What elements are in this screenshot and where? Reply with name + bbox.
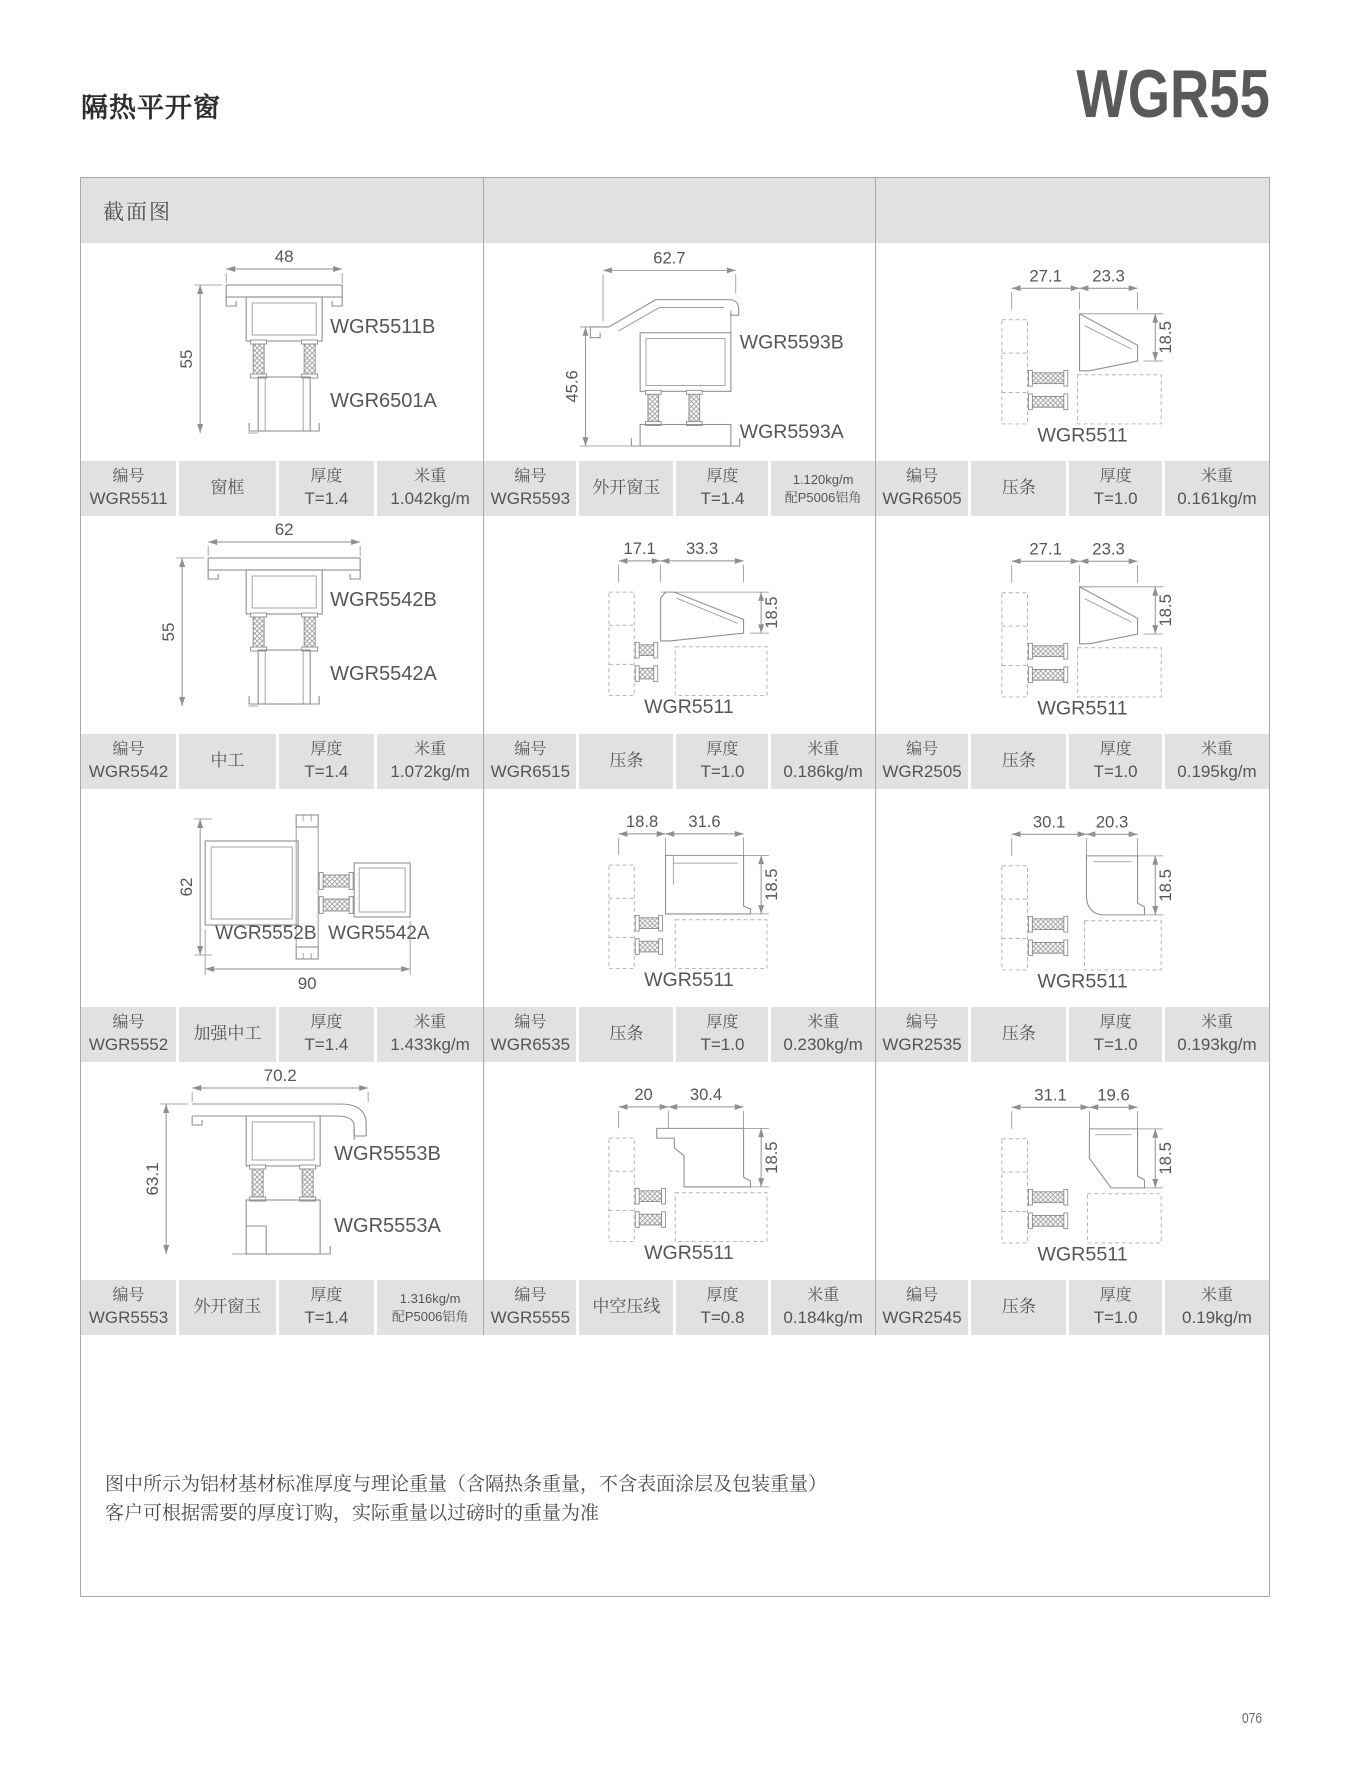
- spec-name-cell: 压条: [971, 1280, 1066, 1335]
- spec-code-cell: 编号 WGR5553: [81, 1280, 176, 1335]
- spec-name-cell: 外开窗玉: [579, 461, 673, 516]
- diagram-row: [81, 789, 1269, 1007]
- svg-text:23.3: 23.3: [1091, 266, 1125, 286]
- section-header-row: [81, 178, 1269, 243]
- profile-spec-table: [80, 177, 1270, 1597]
- footnote-line: 图中所示为铝材基材标准厚度与理论重量（含隔热条重量，不含表面涂层及包装重量）: [105, 1474, 828, 1495]
- spec-thickness-cell: 厚度 T=1.4: [676, 461, 768, 516]
- spec-group-WGR2545: [875, 1280, 1269, 1335]
- diagram-cell-WGR5553: [81, 1062, 483, 1280]
- spec-code-cell: 编号 WGR5555: [484, 1280, 576, 1335]
- diagram-cell-WGR2535: [875, 789, 1269, 1007]
- diagram-cell-WGR5593: [483, 243, 874, 461]
- spec-weight-cell: 米重 1.072kg/m: [377, 734, 483, 789]
- diagram-cell-WGR5542: [81, 516, 483, 734]
- spec-thickness-cell: 厚度 T=1.0: [1069, 1280, 1162, 1335]
- spec-group-WGR6535: [483, 1007, 874, 1062]
- svg-text:WGR5593A: WGR5593A: [739, 421, 845, 444]
- spec-group-WGR2505: [875, 734, 1269, 789]
- spec-group-WGR2535: [875, 1007, 1269, 1062]
- section-header-empty-2: [483, 178, 874, 243]
- spec-name-cell: 压条: [579, 734, 673, 789]
- profile-diagram: [484, 516, 874, 734]
- spec-weight-cell: 米重 1.433kg/m: [377, 1007, 483, 1062]
- spec-code-cell: 编号 WGR2505: [876, 734, 969, 789]
- spec-code-cell: 编号 WGR6535: [484, 1007, 576, 1062]
- svg-text:WGR5511: WGR5511: [1037, 970, 1128, 993]
- svg-text:62: 62: [274, 520, 294, 539]
- profile-diagram: [876, 789, 1269, 1007]
- spec-thickness-cell: 厚度 T=1.4: [279, 1280, 374, 1335]
- table-body: [81, 243, 1269, 1335]
- spec-weight-cell: 米重 0.186kg/m: [771, 734, 874, 789]
- diagram-cell-WGR6505: [875, 243, 1269, 461]
- page-title: 隔热平开窗: [81, 93, 221, 123]
- spec-group-WGR6515: [483, 734, 874, 789]
- spec-group-WGR5593: [483, 461, 874, 516]
- spec-name-cell: 外开窗玉: [179, 1280, 276, 1335]
- profile-diagram: [484, 1062, 874, 1280]
- svg-text:90: 90: [297, 974, 317, 993]
- spec-code-cell: 编号 WGR5511: [81, 461, 176, 516]
- spec-thickness-cell: 厚度 T=0.8: [676, 1280, 768, 1335]
- svg-text:20: 20: [634, 1085, 654, 1105]
- diagram-row: [81, 243, 1269, 461]
- section-header-label: 截面图: [103, 200, 172, 224]
- diagram-cell-WGR6515: [483, 516, 874, 734]
- spec-code-cell: 编号 WGR2535: [876, 1007, 969, 1062]
- spec-thickness-cell: 厚度 T=1.0: [1069, 734, 1162, 789]
- spec-group-WGR5553: [81, 1280, 483, 1335]
- svg-text:18.5: 18.5: [1155, 594, 1175, 627]
- spec-thickness-cell: 厚度 T=1.0: [676, 734, 768, 789]
- svg-text:45.6: 45.6: [562, 370, 582, 403]
- profile-diagram: [876, 243, 1269, 461]
- profile-diagram: [484, 243, 874, 461]
- spec-code-cell: 编号 WGR2545: [876, 1280, 969, 1335]
- spec-code-cell: 编号 WGR6515: [484, 734, 576, 789]
- svg-text:WGR5511: WGR5511: [644, 1242, 735, 1265]
- section-header-empty-3: [875, 178, 1269, 243]
- spec-weight-cell: 1.316kg/m 配P5006铝角: [377, 1280, 483, 1335]
- svg-text:62: 62: [177, 877, 197, 897]
- svg-text:30.4: 30.4: [690, 1085, 723, 1105]
- spec-name-cell: 压条: [971, 1007, 1066, 1062]
- svg-text:WGR5511B: WGR5511B: [330, 316, 436, 338]
- spec-weight-cell: 1.120kg/m 配P5006铝角: [771, 461, 874, 516]
- svg-text:23.3: 23.3: [1091, 539, 1125, 559]
- svg-text:18.5: 18.5: [762, 1141, 782, 1174]
- profile-diagram: [81, 243, 483, 461]
- diagram-cell-WGR6535: [483, 789, 874, 1007]
- profile-diagram: [876, 1062, 1269, 1280]
- svg-text:WGR5511: WGR5511: [1037, 424, 1128, 447]
- diagram-row: [81, 1062, 1269, 1280]
- svg-text:55: 55: [159, 622, 179, 642]
- spec-row: [81, 1007, 1269, 1062]
- svg-text:27.1: 27.1: [1029, 539, 1062, 559]
- footnotes: [81, 1335, 1269, 1596]
- svg-text:WGR5553A: WGR5553A: [334, 1215, 441, 1237]
- diagram-row: [81, 516, 1269, 734]
- svg-text:18.5: 18.5: [1155, 869, 1175, 902]
- spec-weight-cell: 米重 0.195kg/m: [1165, 734, 1269, 789]
- svg-text:62.7: 62.7: [653, 248, 686, 268]
- spec-weight-cell: 米重 0.19kg/m: [1165, 1280, 1269, 1335]
- spec-group-WGR5511: [81, 461, 483, 516]
- spec-thickness-cell: 厚度 T=1.4: [279, 461, 374, 516]
- spec-group-WGR5555: [483, 1280, 874, 1335]
- spec-name-cell: 中工: [179, 734, 276, 789]
- svg-text:WGR5542A: WGR5542A: [328, 923, 430, 944]
- svg-text:WGR5542A: WGR5542A: [330, 663, 437, 685]
- svg-text:18.5: 18.5: [762, 596, 782, 629]
- svg-text:WGR5593B: WGR5593B: [739, 331, 845, 354]
- svg-text:63.1: 63.1: [143, 1162, 163, 1196]
- spec-weight-cell: 米重 1.042kg/m: [377, 461, 483, 516]
- spec-row: [81, 1280, 1269, 1335]
- svg-text:WGR6501A: WGR6501A: [330, 390, 437, 412]
- diagram-cell-WGR2505: [875, 516, 1269, 734]
- svg-text:WGR5511: WGR5511: [644, 696, 735, 719]
- svg-text:19.6: 19.6: [1096, 1085, 1130, 1105]
- spec-thickness-cell: 厚度 T=1.4: [279, 1007, 374, 1062]
- svg-text:WGR5552B: WGR5552B: [215, 923, 317, 944]
- svg-text:31.1: 31.1: [1033, 1085, 1067, 1105]
- profile-diagram: [81, 789, 483, 1007]
- series-code: WGR55: [1076, 56, 1270, 132]
- spec-thickness-cell: 厚度 T=1.0: [1069, 1007, 1162, 1062]
- spec-weight-cell: 米重 0.230kg/m: [771, 1007, 874, 1062]
- svg-text:48: 48: [274, 247, 294, 266]
- svg-text:31.6: 31.6: [688, 812, 721, 832]
- svg-text:33.3: 33.3: [686, 539, 719, 559]
- spec-weight-cell: 米重 0.161kg/m: [1165, 461, 1269, 516]
- footnote-line: 客户可根据需要的厚度订购，实际重量以过磅时的重量为准: [105, 1503, 600, 1525]
- spec-name-cell: 压条: [579, 1007, 673, 1062]
- spec-row: [81, 461, 1269, 516]
- svg-text:WGR5553B: WGR5553B: [334, 1143, 441, 1165]
- diagram-cell-WGR5555: [483, 1062, 874, 1280]
- spec-name-cell: 压条: [971, 461, 1066, 516]
- svg-text:18.5: 18.5: [1155, 321, 1175, 354]
- spec-thickness-cell: 厚度 T=1.0: [676, 1007, 768, 1062]
- svg-text:17.1: 17.1: [623, 539, 657, 559]
- spec-name-cell: 窗框: [179, 461, 276, 516]
- spec-thickness-cell: 厚度 T=1.0: [1069, 461, 1162, 516]
- spec-weight-cell: 米重 0.193kg/m: [1165, 1007, 1269, 1062]
- profile-diagram: [876, 516, 1269, 734]
- svg-text:70.2: 70.2: [263, 1066, 297, 1085]
- svg-text:18.8: 18.8: [626, 812, 659, 832]
- svg-text:WGR5511: WGR5511: [644, 969, 735, 992]
- spec-row: [81, 734, 1269, 789]
- svg-text:18.5: 18.5: [762, 868, 782, 901]
- spec-code-cell: 编号 WGR5552: [81, 1007, 176, 1062]
- svg-text:WGR5511: WGR5511: [1037, 1243, 1128, 1266]
- spec-name-cell: 压条: [971, 734, 1066, 789]
- spec-thickness-cell: 厚度 T=1.4: [279, 734, 374, 789]
- svg-text:18.5: 18.5: [1155, 1142, 1175, 1175]
- svg-text:WGR5511: WGR5511: [1037, 697, 1128, 720]
- spec-name-cell: 加强中工: [179, 1007, 276, 1062]
- spec-weight-cell: 米重 0.184kg/m: [771, 1280, 874, 1335]
- profile-diagram: [484, 789, 874, 1007]
- svg-text:20.3: 20.3: [1095, 812, 1128, 832]
- profile-diagram: [81, 516, 483, 734]
- diagram-cell-WGR5511: [81, 243, 483, 461]
- page-number: 076: [1241, 1710, 1262, 1727]
- spec-code-cell: 编号 WGR5593: [484, 461, 576, 516]
- spec-code-cell: 编号 WGR6505: [876, 461, 969, 516]
- spec-name-cell: 中空压线: [579, 1280, 673, 1335]
- spec-group-WGR6505: [875, 461, 1269, 516]
- spec-group-WGR5552: [81, 1007, 483, 1062]
- profile-diagram: [81, 1062, 483, 1280]
- svg-text:WGR5542B: WGR5542B: [330, 589, 437, 611]
- spec-group-WGR5542: [81, 734, 483, 789]
- svg-text:55: 55: [177, 349, 197, 369]
- svg-text:30.1: 30.1: [1032, 812, 1065, 832]
- diagram-cell-WGR2545: [875, 1062, 1269, 1280]
- spec-code-cell: 编号 WGR5542: [81, 734, 176, 789]
- svg-text:27.1: 27.1: [1029, 266, 1062, 286]
- diagram-cell-WGR5552: [81, 789, 483, 1007]
